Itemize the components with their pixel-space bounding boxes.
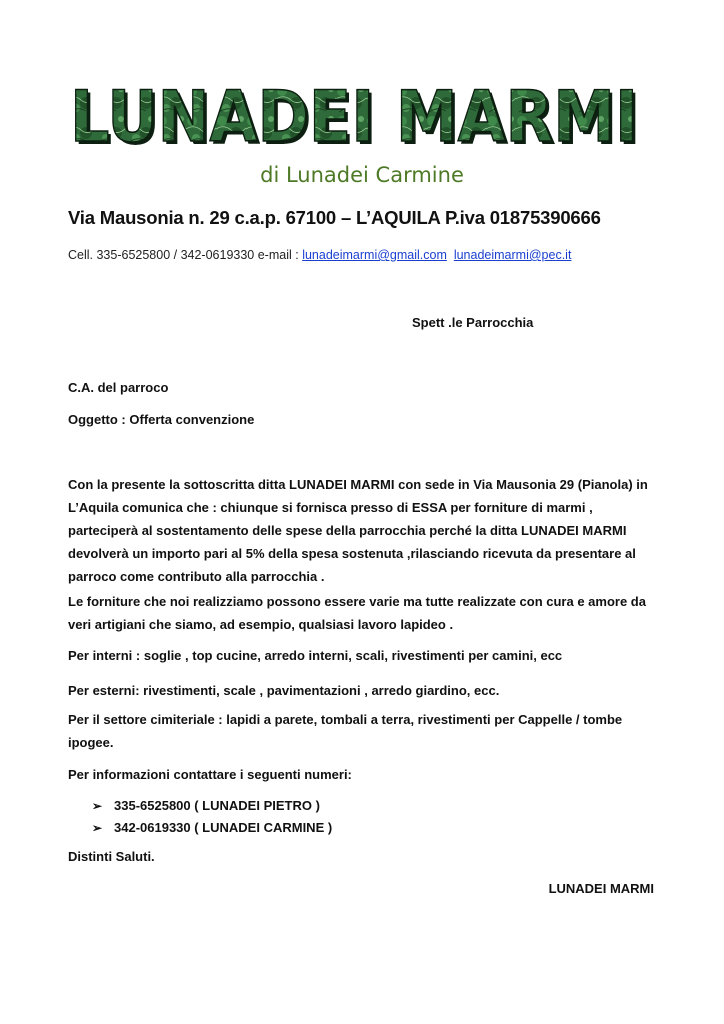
- body-paragraph-info: Per informazioni contattare i seguenti numeri:: [68, 767, 352, 782]
- email-link-pec[interactable]: lunadeimarmi@pec.it: [453, 248, 572, 262]
- recipient: Spett .le Parrocchia: [412, 315, 534, 330]
- phone-entry: 342-0619330 ( LUNADEI CARMINE ): [114, 820, 333, 835]
- email-link-gmail[interactable]: lunadeimarmi@gmail.com: [302, 248, 447, 262]
- arrow-bullet-icon: ➢: [92, 821, 103, 835]
- body-paragraph-interni: Per interni : soglie , top cucine, arredo interni, scali, rivestimenti per camini, ecc: [68, 648, 563, 663]
- company-subtitle: di Lunadei Carmine: [260, 163, 464, 187]
- logo-shadow: LUNADEI MARMI: [73, 84, 641, 148]
- contact-line: [68, 248, 571, 262]
- logo-text: LUNADEI MARMI: [70, 84, 638, 148]
- body-paragraph-esterni: Per esterni: rivestimenti, scale , pavimentazioni , arredo giardino, ecc.: [68, 683, 500, 698]
- body-paragraph-1: Con la presente la sottoscritta ditta LUNADEI MARMI con sede in Via Mausonia 29 (Pianola) in L’Aquila comunica che : chiunque si fornisca presso di ESSA per forniture di marmi , parteciperà al sostentamento delle spese della parrocchia perché la ditta LUNADEI MARMI devolverà un importo pari al 5% della spesa sostenuta ,rilasciando ricevuta da presentare al parroco come contributo alla parrocchia .: [68, 477, 648, 584]
- subject-line: Oggetto : Offerta convenzione: [68, 412, 255, 427]
- signature: LUNADEI MARMI: [548, 881, 654, 896]
- list-item: [92, 817, 332, 839]
- attention-line: C.A. del parroco: [68, 380, 169, 395]
- company-address: Via Mausonia n. 29 c.a.p. 67100 – L’AQUILA P.iva 01875390666: [68, 207, 601, 228]
- body-paragraph-2: Le forniture che noi realizziamo possono essere varie ma tutte realizzate con cura e amore da veri artigiani che siamo, ad esempio, qualsiasi lavoro lapideo .: [68, 594, 646, 632]
- contacts-prefix: Cell. 335-6525800 / 342-0619330 e-mail :: [68, 248, 303, 262]
- phone-list: [92, 795, 332, 839]
- list-item: [92, 795, 332, 817]
- phone-entry: 335-6525800 ( LUNADEI PIETRO ): [114, 798, 320, 813]
- company-logo: [66, 84, 642, 148]
- closing-line: Distinti Saluti.: [68, 849, 155, 864]
- arrow-bullet-icon: ➢: [92, 799, 103, 813]
- body-paragraph-cimiteriale: Per il settore cimiteriale : lapidi a parete, tombali a terra, rivestimenti per Cappelle / tombe ipogee.: [68, 712, 623, 750]
